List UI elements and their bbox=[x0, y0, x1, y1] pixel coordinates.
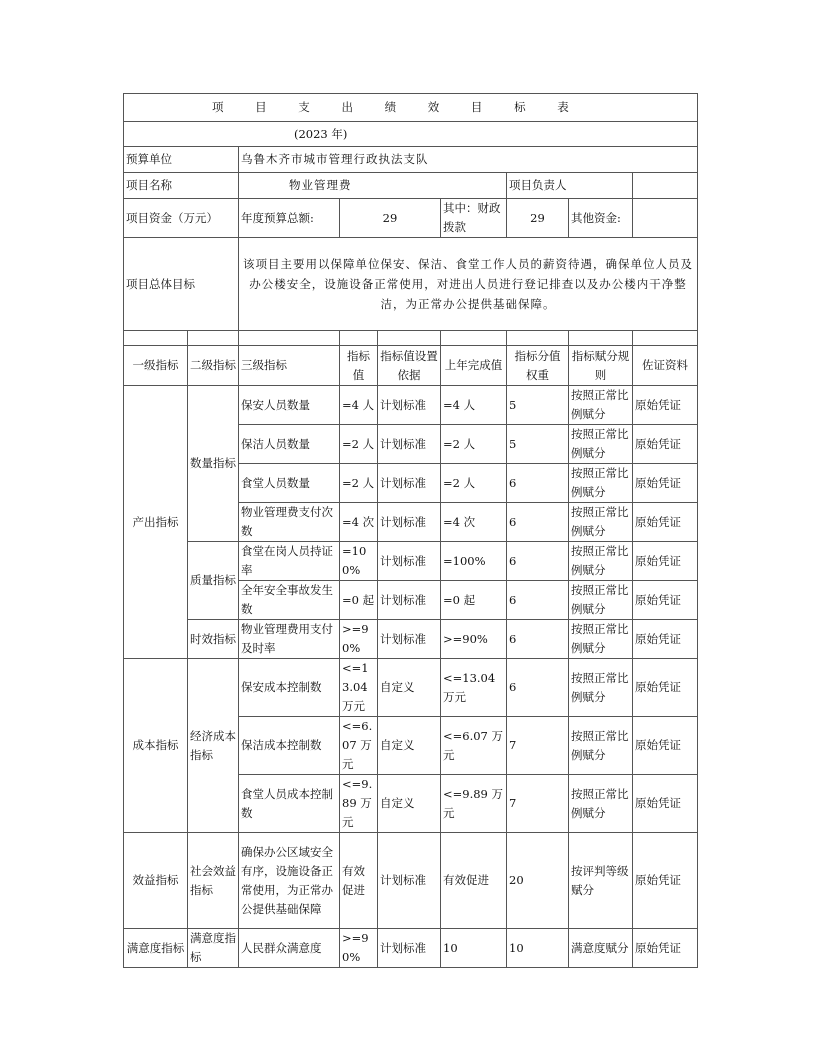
level2-social: 社会效益指标 bbox=[188, 833, 239, 929]
header-basis: 指标值设置依据 bbox=[378, 346, 441, 386]
level1-benefit: 效益指标 bbox=[124, 833, 188, 929]
row-weight: 7 bbox=[507, 717, 569, 775]
budget-unit-value: 乌鲁木齐市城市管理行政执法支队 bbox=[239, 147, 698, 173]
budget-unit-label: 预算单位 bbox=[124, 147, 239, 173]
goal-text: 该项目主要用以保障单位保安、保洁、食堂工作人员的薪资待遇，确保单位人员及办公楼安全，设施设备正常使用，对进出人员进行登记排查以及办公楼内干净整洁，为正常办公提供基础保障。 bbox=[239, 238, 698, 331]
row-name: 物业管理费用支付及时率 bbox=[239, 620, 340, 659]
row-weight: 20 bbox=[507, 833, 569, 929]
row-weight: 5 bbox=[507, 386, 569, 425]
row-evidence: 原始凭证 bbox=[633, 581, 698, 620]
row-basis: 自定义 bbox=[378, 659, 441, 717]
blank-cell bbox=[378, 331, 441, 346]
row-rule: 按照正常比例赋分 bbox=[569, 659, 633, 717]
other-label: 其他资金: bbox=[569, 199, 633, 238]
row-last: 10 bbox=[441, 929, 507, 968]
row-last: <=13.04 万元 bbox=[441, 659, 507, 717]
row-rule: 按照正常比例赋分 bbox=[569, 717, 633, 775]
row-basis: 计划标准 bbox=[378, 464, 441, 503]
row-basis: 计划标准 bbox=[378, 581, 441, 620]
performance-target-table bbox=[123, 93, 698, 968]
row-last: =4 次 bbox=[441, 503, 507, 542]
table-title: 项 目 支 出 绩 效 目 标 表 bbox=[124, 94, 698, 122]
row-rule: 按照正常比例赋分 bbox=[569, 503, 633, 542]
header-value: 指标值 bbox=[340, 346, 378, 386]
header-evidence: 佐证资料 bbox=[633, 346, 698, 386]
blank-cell bbox=[188, 331, 239, 346]
row-value: =4 次 bbox=[340, 503, 378, 542]
row-name: 物业管理费支付次数 bbox=[239, 503, 340, 542]
fiscal-value: 29 bbox=[507, 199, 569, 238]
row-rule: 按照正常比例赋分 bbox=[569, 620, 633, 659]
row-value: <=9.89 万元 bbox=[340, 775, 378, 833]
row-basis: 计划标准 bbox=[378, 833, 441, 929]
row-weight: 6 bbox=[507, 659, 569, 717]
row-name: 保洁人员数量 bbox=[239, 425, 340, 464]
blank-cell bbox=[124, 331, 188, 346]
level2-quantity: 数量指标 bbox=[188, 386, 239, 542]
row-rule: 按照正常比例赋分 bbox=[569, 464, 633, 503]
level1-output: 产出指标 bbox=[124, 386, 188, 659]
project-owner-label: 项目负责人 bbox=[507, 173, 633, 199]
row-basis: 计划标准 bbox=[378, 929, 441, 968]
row-weight: 6 bbox=[507, 542, 569, 581]
row-rule: 按评判等级赋分 bbox=[569, 833, 633, 929]
row-name: 确保办公区域安全有序，设施设备正常使用，为正常办公提供基础保障 bbox=[239, 833, 340, 929]
row-name: 保安成本控制数 bbox=[239, 659, 340, 717]
row-weight: 6 bbox=[507, 503, 569, 542]
row-evidence: 原始凭证 bbox=[633, 542, 698, 581]
row-value: <=13.04 万元 bbox=[340, 659, 378, 717]
table-year: (2023 年) bbox=[124, 122, 698, 147]
row-evidence: 原始凭证 bbox=[633, 775, 698, 833]
row-last: <=6.07 万元 bbox=[441, 717, 507, 775]
row-name: 全年安全事故发生数 bbox=[239, 581, 340, 620]
row-evidence: 原始凭证 bbox=[633, 503, 698, 542]
row-rule: 满意度赋分 bbox=[569, 929, 633, 968]
row-value: <=6.07 万元 bbox=[340, 717, 378, 775]
row-name: 人民群众满意度 bbox=[239, 929, 340, 968]
goal-label: 项目总体目标 bbox=[124, 238, 239, 331]
row-evidence: 原始凭证 bbox=[633, 386, 698, 425]
header-level1: 一级指标 bbox=[124, 346, 188, 386]
row-name: 保洁成本控制数 bbox=[239, 717, 340, 775]
project-name-label: 项目名称 bbox=[124, 173, 239, 199]
row-value: =0 起 bbox=[340, 581, 378, 620]
row-value: >=90% bbox=[340, 929, 378, 968]
project-owner-value bbox=[633, 173, 698, 199]
row-value: =4 人 bbox=[340, 386, 378, 425]
level2-quality: 质量指标 bbox=[188, 542, 239, 620]
row-value: >=90% bbox=[340, 620, 378, 659]
row-rule: 按照正常比例赋分 bbox=[569, 386, 633, 425]
row-basis: 计划标准 bbox=[378, 620, 441, 659]
level1-cost: 成本指标 bbox=[124, 659, 188, 833]
row-evidence: 原始凭证 bbox=[633, 620, 698, 659]
blank-cell bbox=[239, 331, 340, 346]
row-evidence: 原始凭证 bbox=[633, 425, 698, 464]
row-basis: 自定义 bbox=[378, 717, 441, 775]
row-weight: 10 bbox=[507, 929, 569, 968]
header-rule: 指标赋分规则 bbox=[569, 346, 633, 386]
fiscal-label: 其中：财政拨款 bbox=[441, 199, 507, 238]
row-weight: 6 bbox=[507, 464, 569, 503]
level2-timeliness: 时效指标 bbox=[188, 620, 239, 659]
row-rule: 按照正常比例赋分 bbox=[569, 581, 633, 620]
row-evidence: 原始凭证 bbox=[633, 929, 698, 968]
row-last: <=9.89 万元 bbox=[441, 775, 507, 833]
row-rule: 按照正常比例赋分 bbox=[569, 775, 633, 833]
other-value bbox=[633, 199, 698, 238]
row-basis: 计划标准 bbox=[378, 542, 441, 581]
row-basis: 自定义 bbox=[378, 775, 441, 833]
blank-cell bbox=[340, 331, 378, 346]
row-evidence: 原始凭证 bbox=[633, 464, 698, 503]
header-level3: 三级指标 bbox=[239, 346, 340, 386]
row-weight: 6 bbox=[507, 581, 569, 620]
row-last: =2 人 bbox=[441, 464, 507, 503]
row-weight: 7 bbox=[507, 775, 569, 833]
performance-table-page bbox=[123, 93, 697, 968]
row-last: =4 人 bbox=[441, 386, 507, 425]
row-last: =100% bbox=[441, 542, 507, 581]
row-last: =2 人 bbox=[441, 425, 507, 464]
row-evidence: 原始凭证 bbox=[633, 717, 698, 775]
row-name: 食堂人员数量 bbox=[239, 464, 340, 503]
level1-satisfaction: 满意度指标 bbox=[124, 929, 188, 968]
funds-label: 项目资金（万元） bbox=[124, 199, 239, 238]
row-name: 食堂人员成本控制数 bbox=[239, 775, 340, 833]
row-value: =2 人 bbox=[340, 425, 378, 464]
row-name: 食堂在岗人员持证率 bbox=[239, 542, 340, 581]
row-basis: 计划标准 bbox=[378, 425, 441, 464]
row-weight: 5 bbox=[507, 425, 569, 464]
row-value: =100% bbox=[340, 542, 378, 581]
row-evidence: 原始凭证 bbox=[633, 833, 698, 929]
row-value: =2 人 bbox=[340, 464, 378, 503]
row-evidence: 原始凭证 bbox=[633, 659, 698, 717]
level2-economic: 经济成本指标 bbox=[188, 659, 239, 833]
annual-total-value: 29 bbox=[340, 199, 441, 238]
project-name-value: 物业管理费 bbox=[239, 173, 507, 199]
annual-total-label: 年度预算总额: bbox=[239, 199, 340, 238]
row-value: 有效促进 bbox=[340, 833, 378, 929]
row-rule: 按照正常比例赋分 bbox=[569, 425, 633, 464]
blank-cell bbox=[507, 331, 569, 346]
row-last: 有效促进 bbox=[441, 833, 507, 929]
blank-cell bbox=[441, 331, 507, 346]
row-last: >=90% bbox=[441, 620, 507, 659]
header-weight: 指标分值权重 bbox=[507, 346, 569, 386]
blank-cell bbox=[633, 331, 698, 346]
row-rule: 按照正常比例赋分 bbox=[569, 542, 633, 581]
blank-cell bbox=[569, 331, 633, 346]
row-last: =0 起 bbox=[441, 581, 507, 620]
header-last-year: 上年完成值 bbox=[441, 346, 507, 386]
row-name: 保安人员数量 bbox=[239, 386, 340, 425]
row-basis: 计划标准 bbox=[378, 386, 441, 425]
row-weight: 6 bbox=[507, 620, 569, 659]
row-basis: 计划标准 bbox=[378, 503, 441, 542]
level2-satisfaction: 满意度指标 bbox=[188, 929, 239, 968]
header-level2: 二级指标 bbox=[188, 346, 239, 386]
